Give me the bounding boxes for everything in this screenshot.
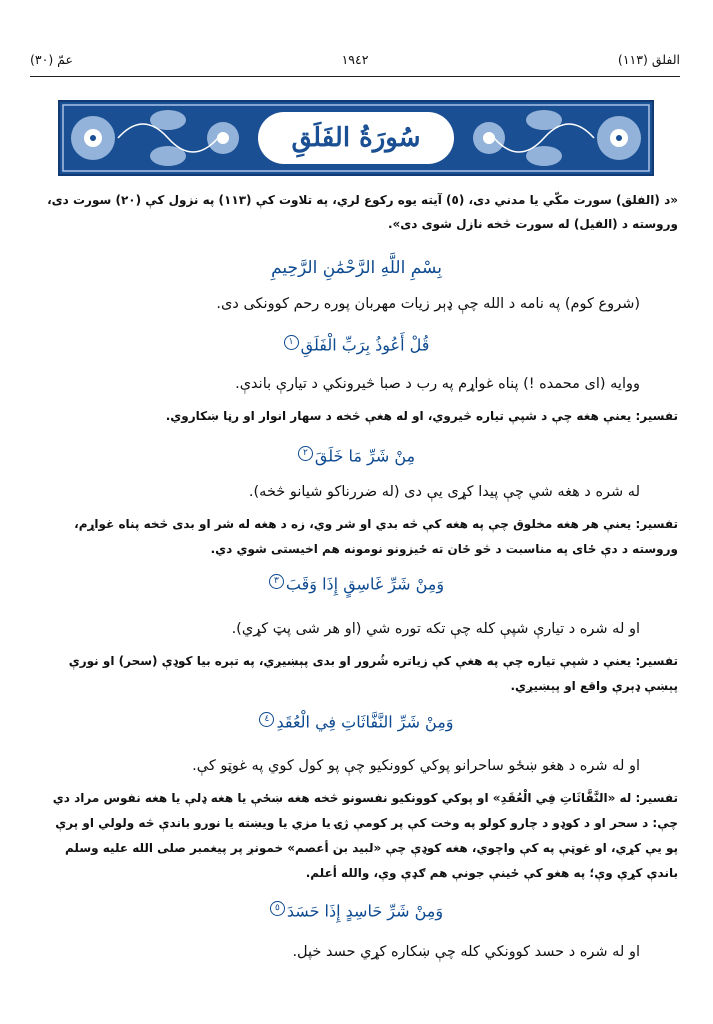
- ayah-3-tafsir: تفسير: يعنې د شپې تياره چې په هغې کې زياتره شُرور او بدی پېښيږي، په تېره بيا کوډې (سحر) او نورې پېښې ډېرې واقع او پېښيږي.: [68, 654, 678, 693]
- ayah-2: [0, 446, 713, 465]
- ayah-2-text: مِنْ شَرِّ مَا خَلَقَ: [314, 446, 416, 466]
- ayah-4-tafsir: تفسير: له «النَّفَّاثَاتِ فِي الْعُقَدِ» او پوکي کوونکيو نفسونو څخه هغه ښځې يا هغه ډلې يا هغه نفوس مراد دي چې: د سحر او د کوډو د چارو کولو په وخت کې پر کومې ژۍ يا مزي يا ويښته يا نورو باندې څه ولولي او پرې پو يې کړي، او غوټې په کې واچوي، هغه کوډې چې «لبيد بن أعصم» خمونږ پر پيغمبر صلی الله عليه وسلم باندې کړې وې؛ په هغو کې ځينې جونې هم ګډې وې، والله أعلم.: [52, 791, 678, 880]
- ayah-5-translation: او له شره د حسد کوونکي کله چې ښکاره کړي حسد خپل.: [292, 944, 640, 960]
- header-divider: [30, 76, 680, 77]
- ayah-5: [0, 901, 713, 920]
- ayah-number-marker: ٣: [269, 574, 284, 589]
- surah-title: سُورَةُ الفَلَقِ: [258, 112, 454, 164]
- ayah-1-text: قُلْ أَعُوذُ بِرَبِّ الْفَلَقِ: [300, 335, 430, 355]
- ayah-2-tafsir: تفسير: يعنې هر هغه مخلوق چې په هغه کې څه بدي او شر وي، زه د هغه له شر او بدی څخه پناه غواړم، وروسته د دې ځای په مناسبت د څو ځان ته ځيزونو نومونه هم اخيستی شوي دي.: [74, 517, 678, 556]
- page-header: [30, 52, 680, 74]
- header-surah: الفلق (١١٣): [617, 52, 680, 67]
- ayah-3-text: وَمِنْ شَرِّ غَاسِقٍ إِذَا وَقَبَ: [285, 574, 445, 594]
- ayah-5-text: وَمِنْ شَرِّ حَاسِدٍ إِذَا حَسَدَ: [286, 901, 444, 921]
- ayah-number-marker: ١: [284, 335, 299, 350]
- header-juz: عمّ (٣٠): [30, 52, 73, 67]
- ayah-3-translation: او له شره د تيارې شپې کله چې تکه توره شي (او هر شی پټ کړي).: [231, 621, 640, 637]
- basmala-translation: (شروع کوم) په نامه د الله چې ډېر زيات مهربان پوره رحم کوونکی دی.: [216, 296, 640, 312]
- ayah-4-translation: او له شره د هغو ښځو ساحرانو پوکي کوونکيو چې پو کول کوي په غوټو کې.: [192, 758, 640, 774]
- surah-banner: [58, 100, 654, 176]
- ayah-number-marker: ٢: [298, 446, 313, 461]
- ayah-1-tafsir: تفسير: يعنې هغه چې د شپې تياره څيروي، او له هغې څخه د سهار انوار او رڼا ښکاروي.: [165, 409, 678, 423]
- surah-intro: «د (الفلق) سورت مکّي يا مدني دی، (٥) آيته يوه رکوع لري، په تلاوت کې (١١٣) په نزول کې (٢٠) سورت دی، وروسته د (الفيل) له سورت څخه نازل شوی دی».: [47, 193, 678, 231]
- ayah-4-text: وَمِنْ شَرِّ النَّفَّاثَاتِ فِي الْعُقَدِ: [276, 712, 454, 732]
- ayah-number-marker: ٤: [259, 712, 274, 727]
- ayah-number-marker: ٥: [270, 901, 285, 916]
- ayah-1: [0, 335, 713, 354]
- basmala-text: بِسْمِ اللَّهِ الرَّحْمَٰنِ الرَّحِيمِ: [271, 258, 442, 278]
- ayah-3: [0, 574, 713, 593]
- basmala: [0, 258, 713, 278]
- ayah-1-translation: ووايه (ای محمده !) پناه غواړم په رب د صبا څيرونکي د تيارې باندې.: [235, 376, 640, 392]
- ayah-4: [0, 712, 713, 731]
- ayah-2-translation: له شره د هغه شي چې پيدا کړی يې دی (له ضررناکو شيانو څخه).: [248, 484, 640, 500]
- page-number: ١٩٤٢: [341, 52, 369, 67]
